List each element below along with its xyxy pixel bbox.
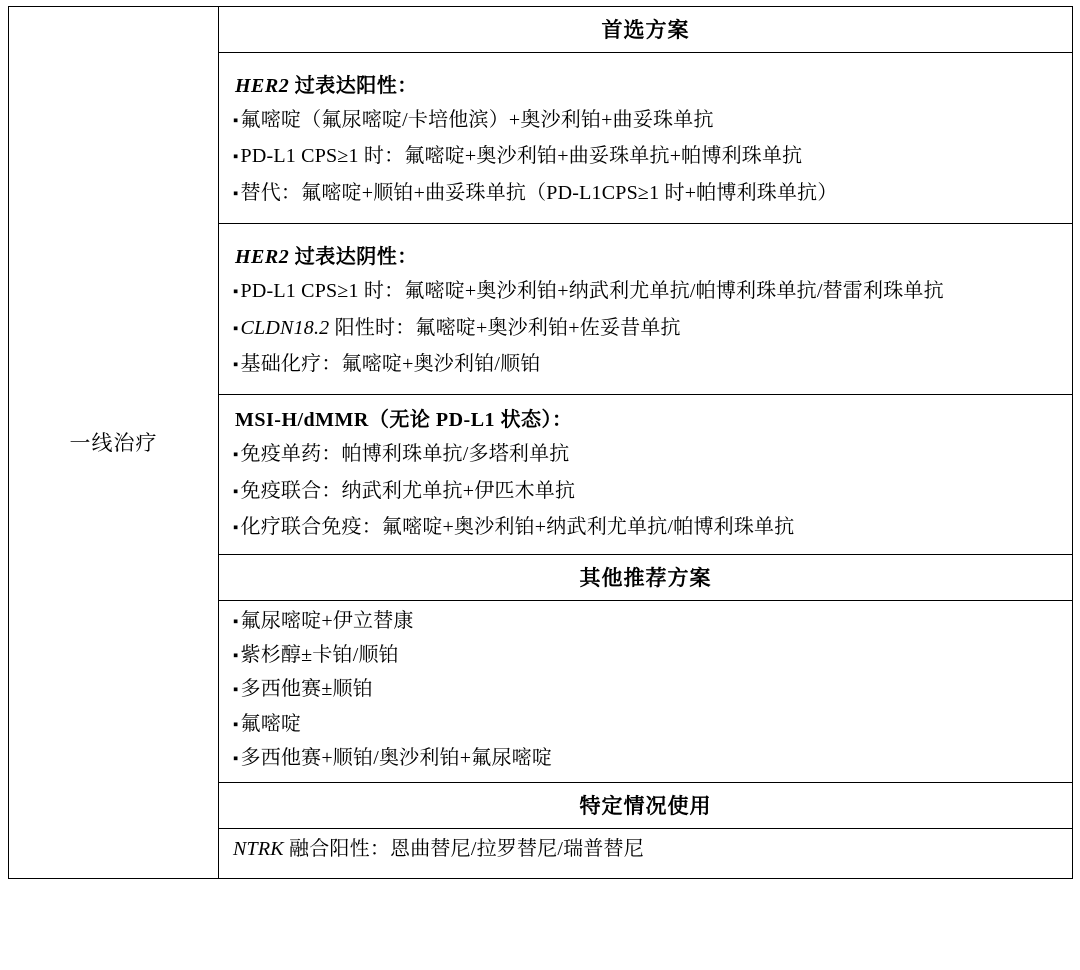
section-header-cell-other bbox=[219, 554, 1073, 600]
bullet-icon: ▪ bbox=[233, 447, 239, 464]
group-lines-her2-positive bbox=[233, 104, 1062, 209]
group-lines-msi-h bbox=[233, 438, 1062, 543]
group-her2-positive bbox=[219, 53, 1072, 223]
group-cell-specific bbox=[219, 829, 1073, 878]
list-item: ▪ 多西他赛±顺铂 bbox=[233, 678, 373, 701]
group-other-regimens bbox=[219, 601, 1072, 783]
bullet-icon: ▪ bbox=[233, 483, 239, 500]
bullet-icon: ▪ bbox=[233, 520, 239, 537]
bullet-icon: ▪ bbox=[233, 185, 239, 202]
section-header-other: 其他推荐方案 bbox=[579, 565, 712, 590]
bullet-icon: ▪ bbox=[233, 716, 239, 733]
gene-name-ntrk: NTRK bbox=[233, 838, 284, 861]
bullet-icon: ▪ bbox=[233, 613, 239, 630]
document-page bbox=[0, 6, 1080, 970]
treatment-regimen-table bbox=[8, 6, 1073, 879]
list-item: ▪ 替代：氟嘧啶+顺铂+曲妥珠单抗（PD-L1CPS≥1 时+帕博利珠单抗） bbox=[233, 181, 838, 204]
list-item: ▪ PD-L1 CPS≥1 时：氟嘧啶+奥沙利铂+纳武利尤单抗/帕博利珠单抗/替雷利珠单抗 bbox=[233, 280, 944, 303]
section-header-cell-specific bbox=[219, 783, 1073, 829]
section-header-preferred: 首选方案 bbox=[601, 18, 690, 42]
list-item: ▪ 多西他赛+顺铂/奥沙利铂+氟尿嘧啶 bbox=[233, 747, 553, 770]
list-item: ▪ 化疗联合免疫：氟嘧啶+奥沙利铂+纳武利尤单抗/帕博利珠单抗 bbox=[233, 516, 795, 539]
group-title-msi-h: MSI-H/dMMR（无论 PD-L1 状态）： bbox=[235, 409, 573, 432]
list-item: ▪ 氟嘧啶（氟尿嘧啶/卡培他滨）+奥沙利铂+曲妥珠单抗 bbox=[233, 109, 714, 131]
list-item: ▪ 氟尿嘧啶+伊立替康 bbox=[233, 609, 414, 632]
bullet-icon: ▪ bbox=[233, 113, 239, 129]
bullet-icon: ▪ bbox=[233, 647, 239, 664]
list-item: ▪ 紫杉醇±卡铂/顺铂 bbox=[233, 643, 399, 666]
list-item: NTRK 融合阳性：恩曲替尼/拉罗替尼/瑞普替尼 bbox=[233, 838, 644, 861]
group-title-her2-positive bbox=[235, 69, 1062, 98]
stage-cell bbox=[9, 7, 219, 879]
list-item bbox=[233, 312, 1062, 344]
bullet-icon: ▪ bbox=[233, 682, 239, 699]
gene-name-her2: HER2 bbox=[235, 246, 290, 269]
gene-name-cldn18-2: CLDN18.2 bbox=[240, 316, 330, 339]
group-lines-her2-negative bbox=[233, 275, 1062, 380]
group-cell-her2-negative bbox=[219, 224, 1073, 395]
bullet-icon: ▪ bbox=[233, 751, 239, 768]
group-title-rest: 过表达阴性： bbox=[289, 246, 418, 269]
gene-name-her2: HER2 bbox=[235, 75, 290, 97]
group-specific-situation bbox=[219, 829, 1072, 877]
bullet-icon: ▪ bbox=[233, 284, 239, 301]
group-cell-msi-h bbox=[219, 395, 1073, 554]
bullet-icon: ▪ bbox=[233, 149, 239, 166]
list-item-rest: 阳性时：氟嘧啶+奥沙利铂+佐妥昔单抗 bbox=[329, 316, 681, 339]
section-header-cell-preferred bbox=[219, 7, 1073, 53]
group-msi-h bbox=[219, 395, 1072, 553]
bullet-icon: ▪ bbox=[233, 320, 239, 337]
list-item: ▪ 氟嘧啶 bbox=[233, 712, 302, 735]
list-item: ▪ 免疫单药：帕博利珠单抗/多塔利单抗 bbox=[233, 443, 570, 466]
section-header-specific: 特定情况使用 bbox=[579, 794, 712, 819]
group-title-her2-negative bbox=[235, 240, 1062, 269]
table-row bbox=[9, 7, 1073, 53]
stage-label: 一线治疗 bbox=[69, 431, 158, 456]
bullet-icon: ▪ bbox=[233, 356, 239, 373]
group-cell-other-regimens bbox=[219, 600, 1073, 783]
list-item: ▪ 基础化疗：氟嘧啶+奥沙利铂/顺铂 bbox=[233, 352, 541, 375]
group-cell-her2-positive bbox=[219, 53, 1073, 224]
list-item: ▪ PD-L1 CPS≥1 时：氟嘧啶+奥沙利铂+曲妥珠单抗+帕博利珠单抗 bbox=[233, 145, 803, 168]
list-item: ▪ 免疫联合：纳武利尤单抗+伊匹木单抗 bbox=[233, 479, 576, 502]
group-her2-negative bbox=[219, 224, 1072, 394]
group-title-rest: 过表达阳性： bbox=[289, 75, 418, 97]
